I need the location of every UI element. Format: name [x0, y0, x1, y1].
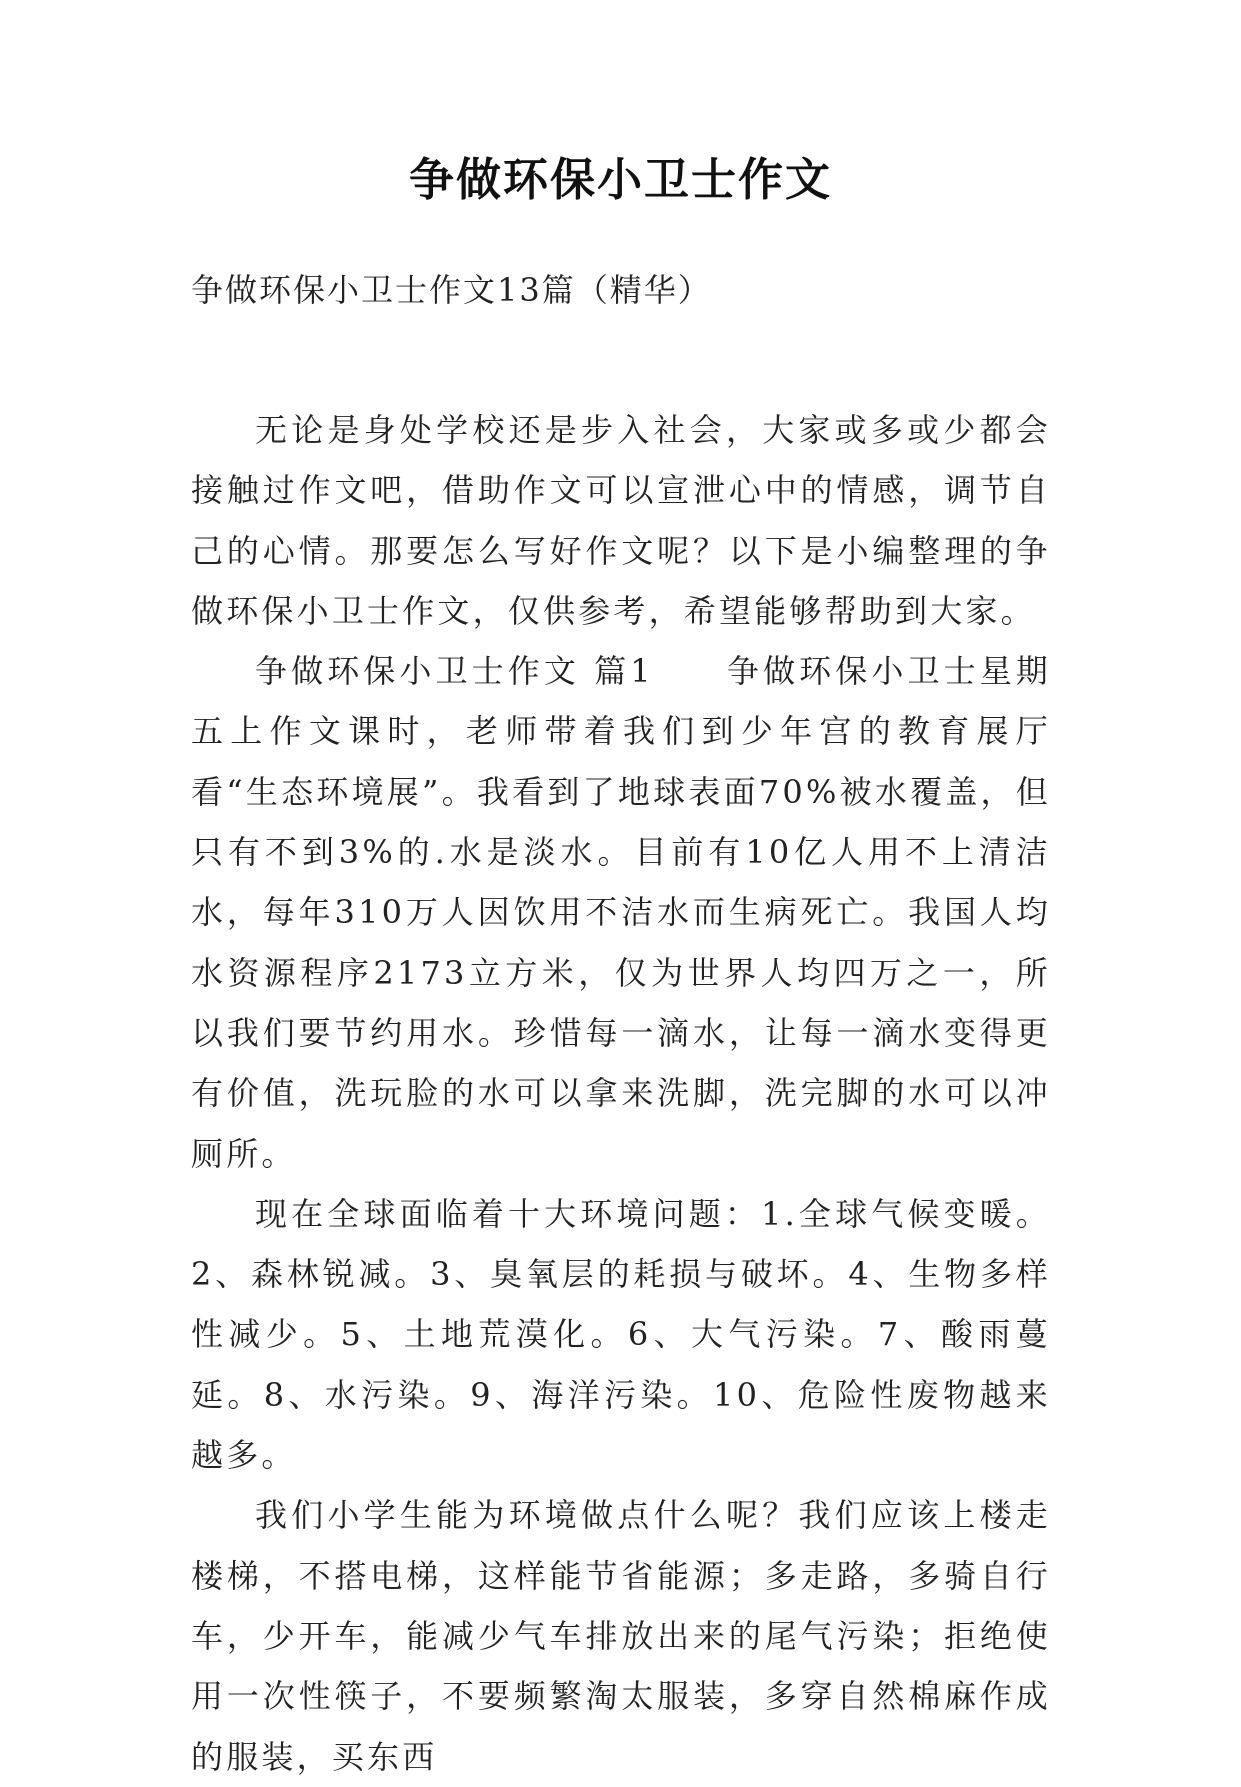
paragraph-intro: 无论是身处学校还是步入社会，大家或多或少都会接触过作文吧，借助作文可以宣泄心中的情感，调节自己的心情。那要怎么写好作文呢？以下是小编整理的争做环保小卫士作文，仅供参考，希望能够帮助到大家。	[191, 411, 1051, 630]
document-subtitle: 争做环保小卫士作文13篇（精华）	[191, 271, 712, 309]
document-title: 争做环保小卫士作文	[408, 153, 832, 206]
document-body	[191, 400, 1051, 1787]
paragraph-environment-problems: 现在全球面临着十大环境问题：1.全球气候变暖。2、森林锐减。3、臭氧层的耗损与破坏。4、生物多样性减少。5、土地荒漠化。6、大气污染。7、酸雨蔓延。8、水污染。9、海洋污染。10、危险性废物越来越多。	[191, 1194, 1051, 1475]
paragraph-student-actions: 我们小学生能为环境做点什么呢？我们应该上楼走楼梯，不搭电梯，这样能节省能源；多走路，多骑自行车，少开车，能减少气车排放出来的尾气污染；拒绝使用一次性筷子，不要频繁淘太服装，多穿自然棉麻作成的服装，买东西	[191, 1496, 1051, 1776]
paragraph-essay-1: 争做环保小卫士作文 篇1 争做环保小卫士星期五上作文课时，老师带着我们到少年宫的教育展厅看“生态环境展”。我看到了地球表面70%被水覆盖，但只有不到3%的.水是淡水。目前有10亿人用不上清洁水，每年310万人因饮用不洁水而生病死亡。我国人均水资源程序2173立方米，仅为世界人均四万之一，所以我们要节约用水。珍惜每一滴水，让每一滴水变得更有价值，洗玩脸的水可以拿来洗脚，洗完脚的水可以冲厕所。	[191, 652, 1051, 1173]
